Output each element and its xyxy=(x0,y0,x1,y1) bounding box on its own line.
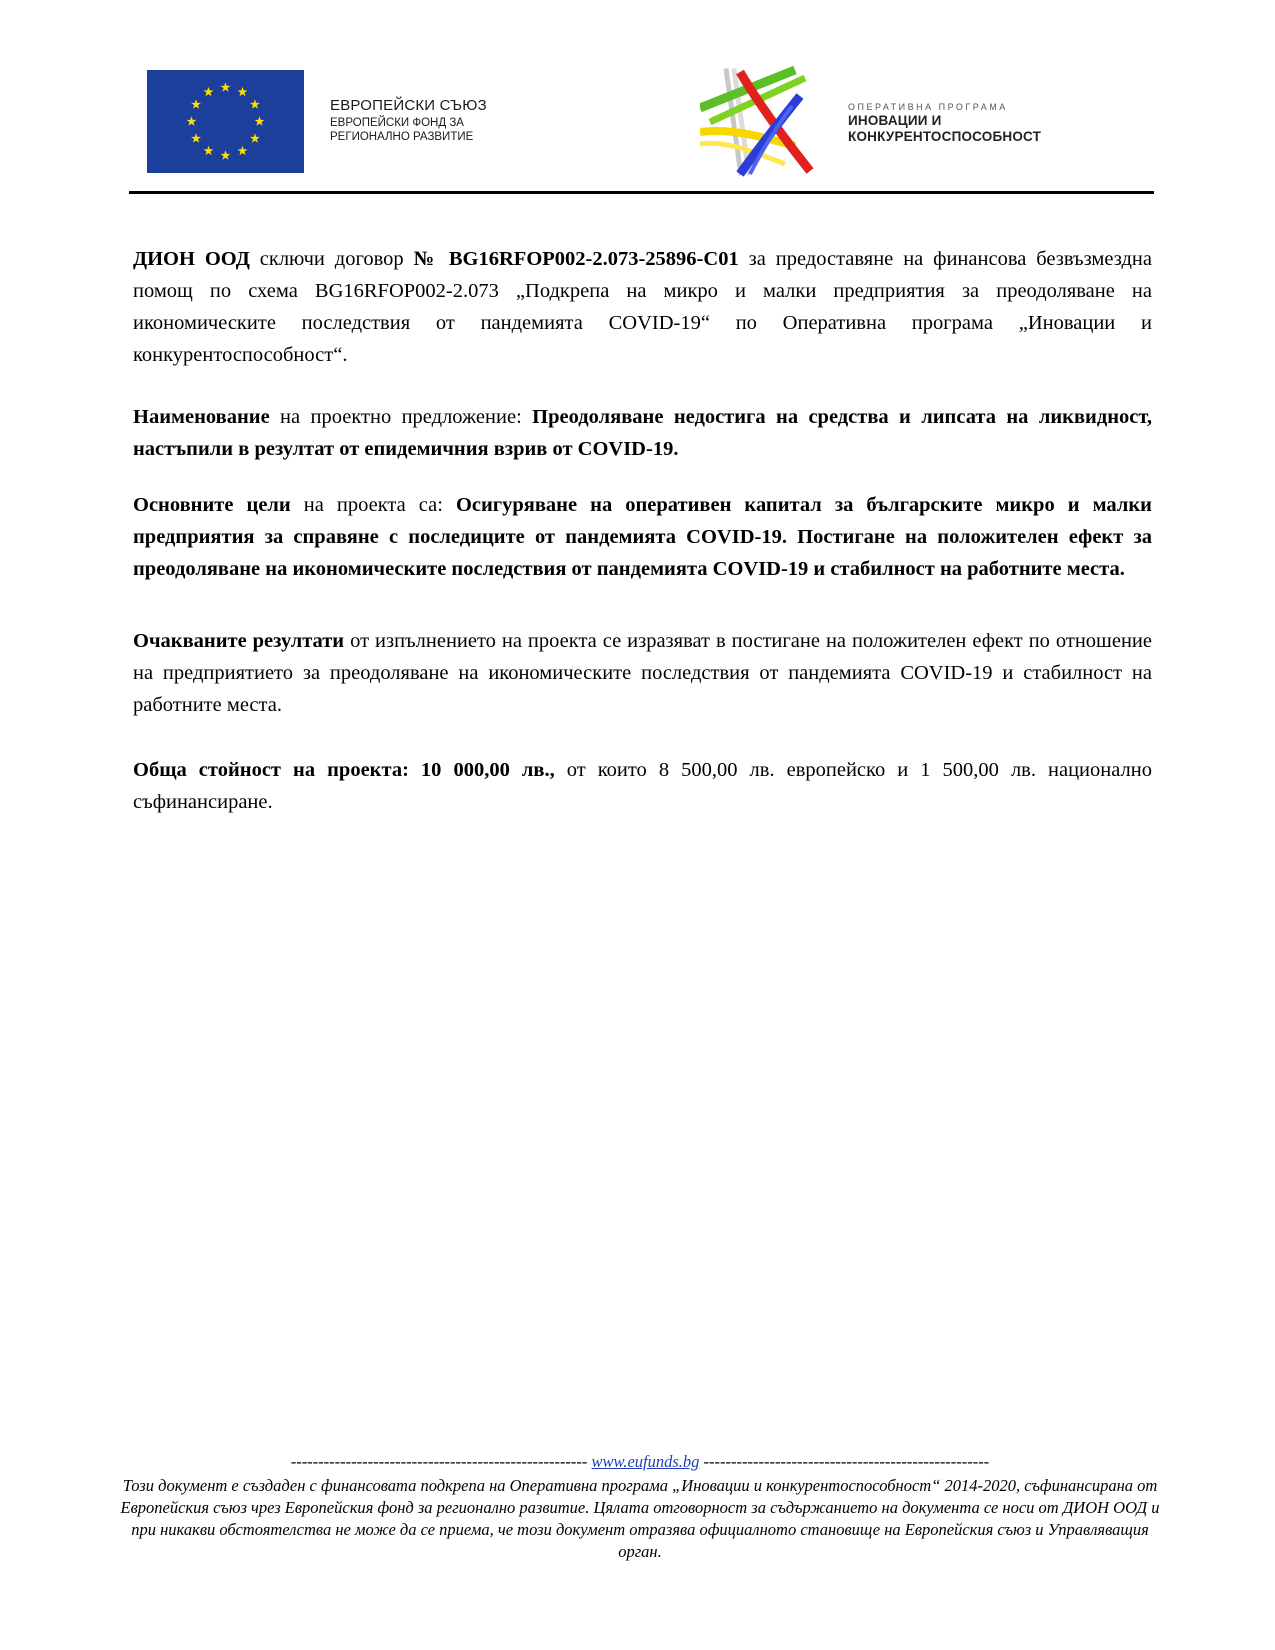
program-logo-title1: ИНОВАЦИИ И xyxy=(848,113,942,129)
p4-text1: от изпълнението на проекта се изразяват в постигане на положителен ефект по отношение на предприятието за преодоляване на икономическите последствия от пандемията COVID-19 и стабилност на работните места. xyxy=(133,630,1152,716)
p2-text1: на проектно предложение: xyxy=(269,406,533,428)
paragraph-project-name xyxy=(133,401,1152,465)
footer-disclaimer: Този документ е създаден с финансовата подкрепа на Оперативна програма „Иновации и конкурентоспособност“ 2014-2020, съфинансирана от Европейския съюз чрез Европейския фонд за регионално развитие. Цялата отговорност за съдържанието на документа се носи от ДИОН ООД и при никакви обстоятелства не може да се приема, че този документ отразява официалното становище на Европейския съюз и Управляващия орган. xyxy=(120,1476,1160,1561)
p1-text2: за предоставяне на финансова безвъзмездна помощ по схема BG16RFOP002-2.073 „Подкрепа на микро и малки предприятия за преодоляване на икономическите последствия от пандемията COVID-19“ по Оперативна програма „Иновации и конкурентоспособност“. xyxy=(133,248,1152,366)
eu-star-icon xyxy=(221,82,231,91)
eu-star-icon xyxy=(250,133,260,142)
page-footer xyxy=(120,1451,1160,1563)
header-divider xyxy=(129,191,1154,194)
eu-logo-line3: РЕГИОНАЛНО РАЗВИТИЕ xyxy=(330,131,474,144)
project-title: Преодоляване недостига на средства и липсата на ликвидност, настъпили в резултат от епидемичния взрив от COVID-19. xyxy=(133,406,1153,460)
eu-flag-icon xyxy=(147,70,304,173)
eu-star-icon xyxy=(255,116,265,125)
eu-logo-text xyxy=(330,97,487,145)
project-name-label: Наименование xyxy=(133,406,270,428)
eu-star-icon xyxy=(238,86,248,95)
eu-star-icon xyxy=(191,99,201,108)
eu-star-icon xyxy=(187,116,197,125)
paragraph-contract xyxy=(133,243,1152,371)
program-logo-text xyxy=(848,98,1041,145)
document-body xyxy=(133,243,1152,818)
paragraph-total-value xyxy=(133,754,1152,818)
program-logo xyxy=(700,66,1100,178)
p5-text1: от които 8 500,00 лв. европейско и 1 500,00 лв. национално съфинансиране. xyxy=(133,759,1152,813)
footer-dashes-right: ---------------------------------------------------- xyxy=(703,1452,990,1471)
program-logo-small: ОПЕРАТИВНА ПРОГРАМА xyxy=(848,102,1008,113)
eu-logo-line2: ЕВРОПЕЙСКИ ФОНД ЗА xyxy=(330,117,464,129)
paragraph-goals xyxy=(133,489,1152,585)
eu-logo xyxy=(147,69,502,173)
goals-label: Основните цели xyxy=(133,494,291,516)
footer-dashes-left: ------------------------------------------------------ xyxy=(290,1452,588,1471)
eu-logo-line1: ЕВРОПЕЙСКИ СЪЮЗ xyxy=(330,97,487,115)
eu-star-icon xyxy=(221,150,231,159)
eu-star-icon xyxy=(191,133,201,142)
eu-star-icon xyxy=(204,86,214,95)
eu-star-icon xyxy=(238,145,248,154)
total-value-label: Обща стойност на проекта: 10 000,00 лв., xyxy=(133,759,555,781)
innovation-competitiveness-logo-icon xyxy=(700,66,848,178)
eu-star-icon xyxy=(250,99,260,108)
company-name: ДИОН ООД xyxy=(133,248,250,270)
p1-text1: сключи договор xyxy=(249,248,414,270)
contract-number: № BG16RFOP002-2.073-25896-C01 xyxy=(413,248,739,270)
paragraph-results xyxy=(133,625,1152,721)
footer-rule-line xyxy=(120,1451,1160,1473)
results-label: Очакваните резултати xyxy=(133,630,345,652)
eu-stars-icon xyxy=(147,70,304,173)
eufunds-link[interactable]: www.eufunds.bg xyxy=(591,1452,700,1471)
p3-text1: на проекта са: xyxy=(290,494,456,516)
program-logo-title2: КОНКУРЕНТОСПОСОБНОСТ xyxy=(848,129,1042,145)
eu-star-icon xyxy=(204,145,214,154)
goals-text: Осигуряване на оперативен капитал за българските микро и малки предприятия за справяне с последиците от пандемията COVID-19. Постигане на положителен ефект за преодоляване на икономическите последствия от пандемията COVID-19 и стабилност на работните места. xyxy=(133,494,1152,580)
